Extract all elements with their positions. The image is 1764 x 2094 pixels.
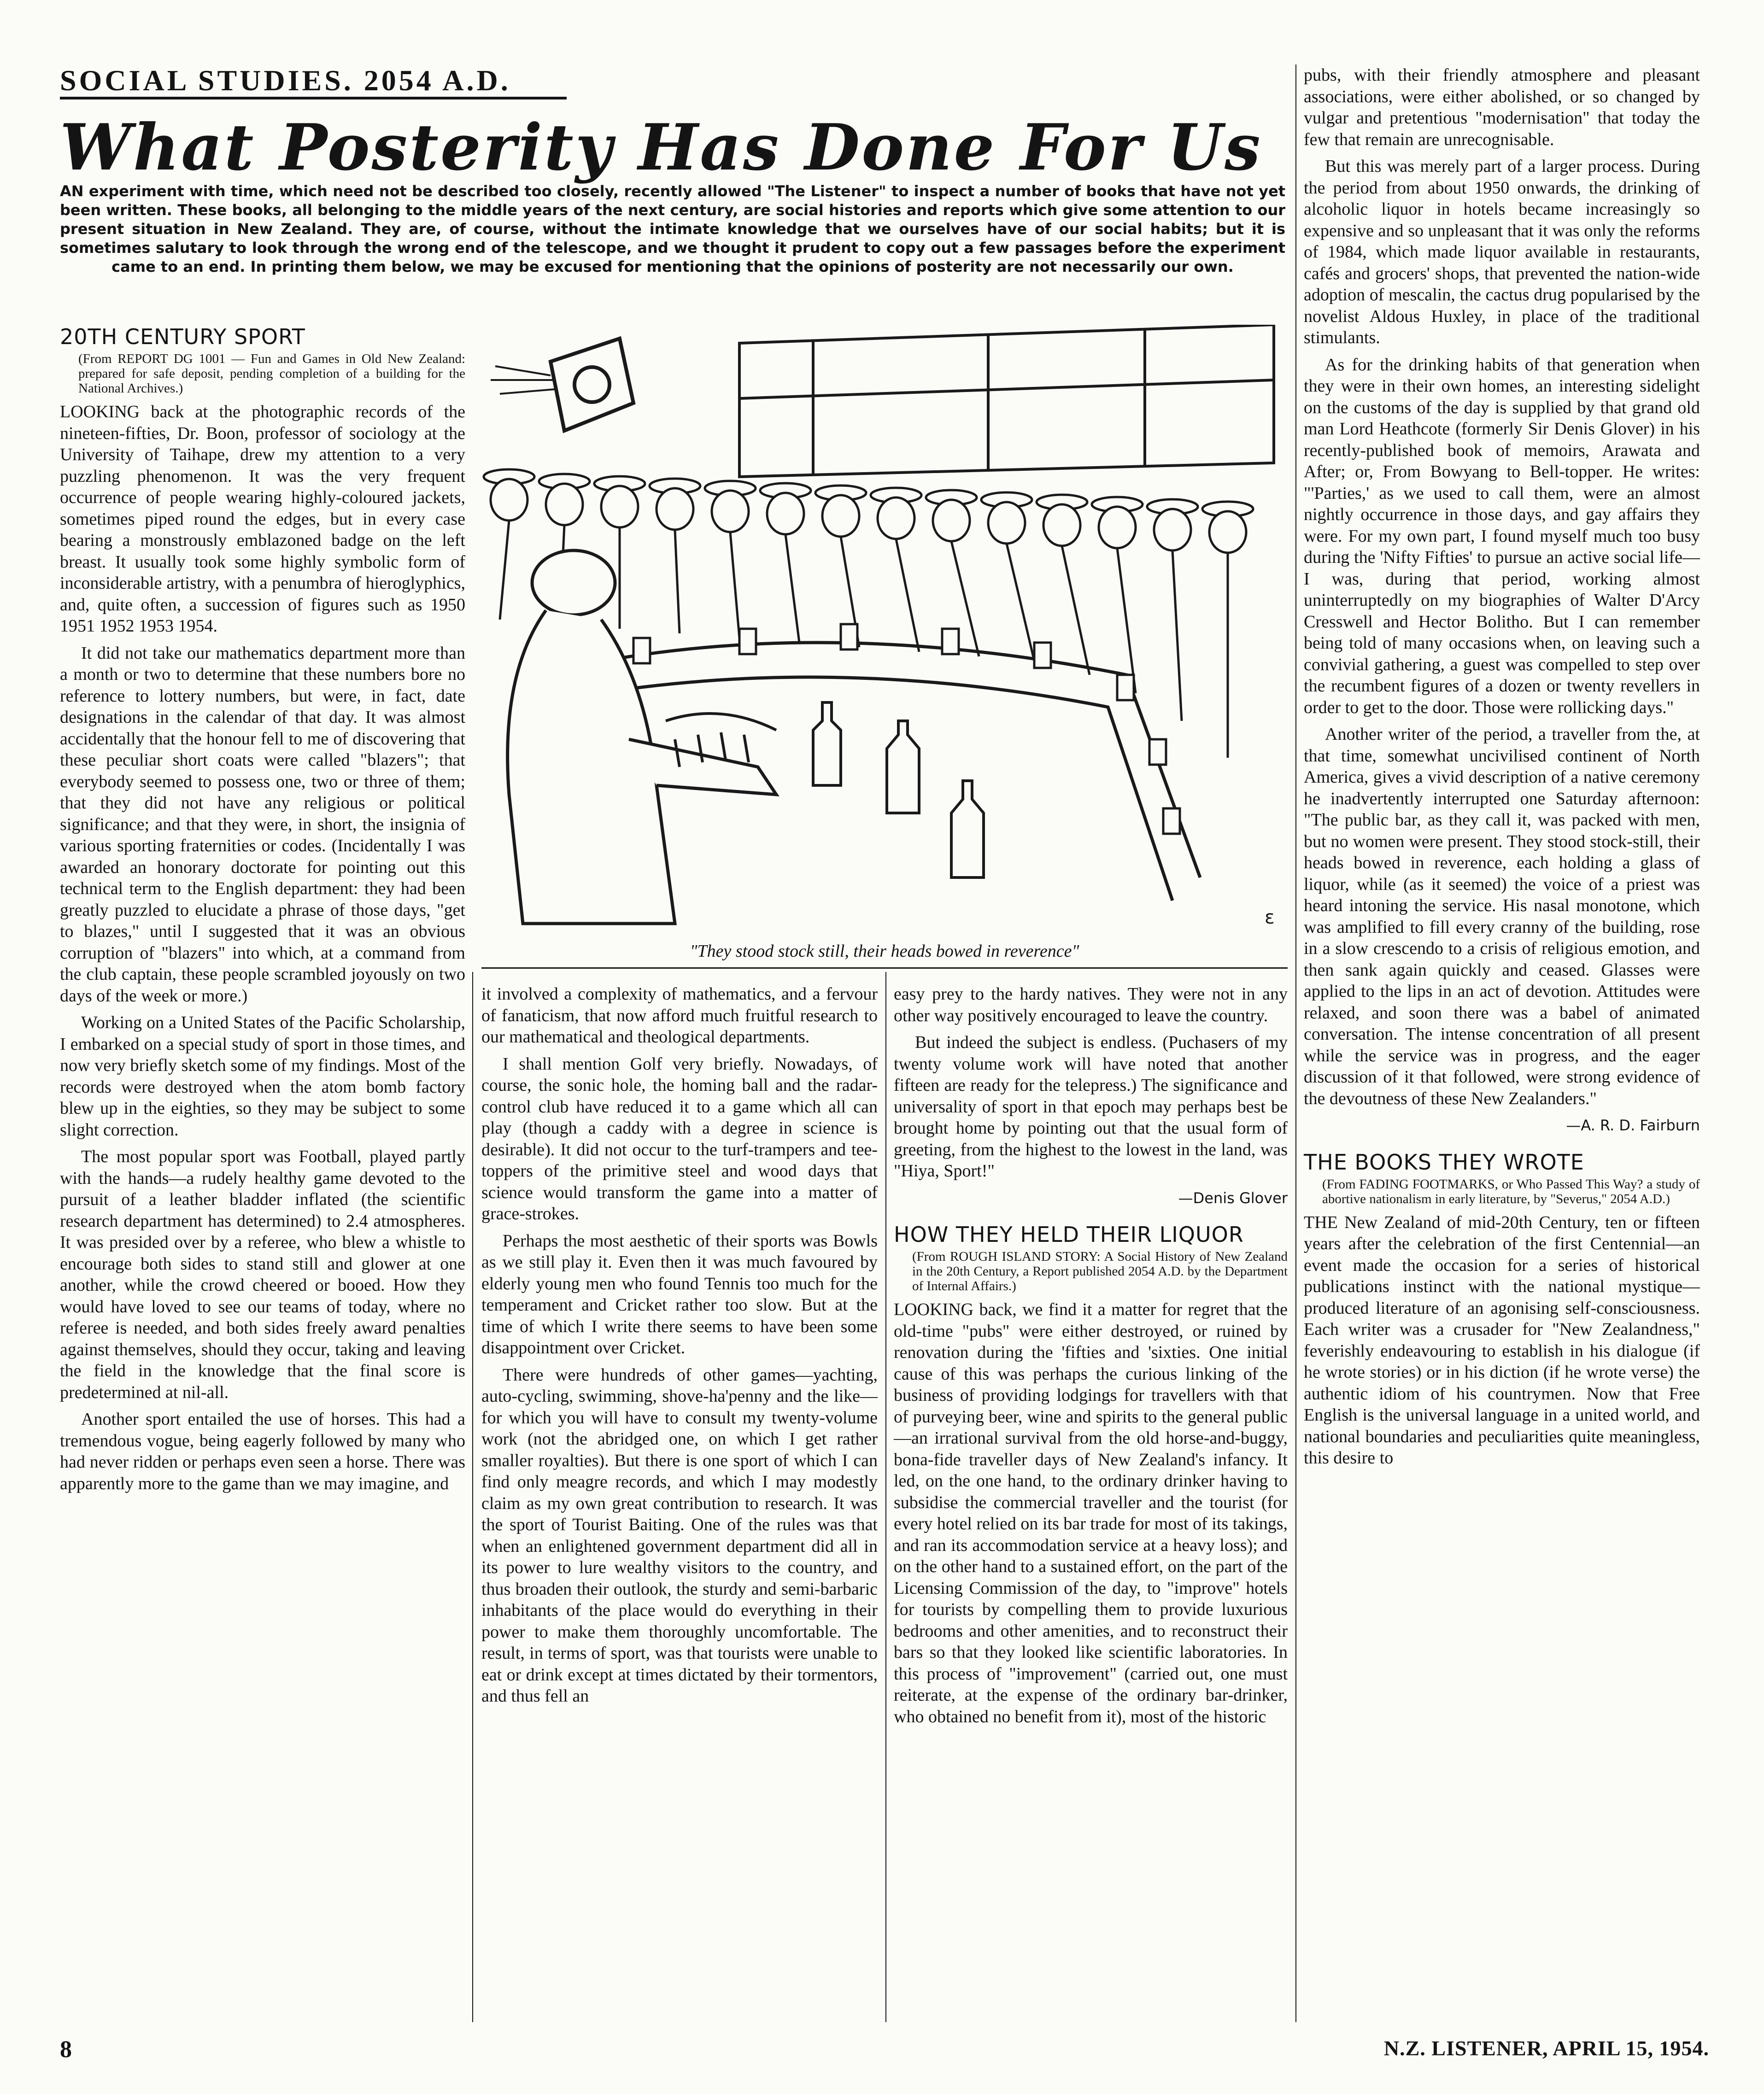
books-para: THE New Zealand of mid-20th Century, ten or fifteen years after the celebration of the first Centennial—an event made the occasion for a series of historical publications instinct with the national mystique—produced literature of an agonising self-consciousness. Each writer was a crusader for "New Zealandness," feverishly endeavouring to establish in his dialogue (if he wrote stories) or in his diction (if he wrote verse) the authentic idiom of his countrymen. Now that Free English is the universal language in a united world, and national boundaries and peculiarities quite meaningless, this desire to (1304, 1212, 1700, 1468)
publication-footer: N.Z. LISTENER, APRIL 15, 1954. (1383, 2036, 1709, 2060)
section-kicker: SOCIAL STUDIES. 2054 A.D. (60, 64, 567, 99)
page-headline: What Posterity Has Done For Us (60, 110, 1262, 185)
column-divider (885, 972, 886, 2022)
column-1 (60, 325, 465, 2020)
bar-illustration (481, 325, 1288, 937)
sport-para: Another sport entailed the use of horses. This had a tremendous vogue, being eagerly followed by many who had never ridden or perhaps even seen a horse. There was apparently more to the game than we may imagine, and (60, 1410, 465, 1493)
sport-signature: —Denis Glover (1178, 1189, 1288, 1207)
sport-para: LOOKING back at the photographic records of the nineteen-fifties, Dr. Boon, professor of sociology at the University of Taihape, drew my attention to a very puzzling phenomenon. It was the very frequent occurrence of people wearing highly-coloured jackets, sometimes piped round the edges, but in every case bearing a monstrously emblazoned badge on the left breast. It usually took some highly symbolic form of inconsiderable artistry, with a penumbra of hieroglyphics, and, quite often, a succession of figures such as 1950 1951 1952 1953 1954. (60, 402, 465, 636)
intro-paragraph: AN experiment with time, which need not be described too closely, recently allowed "The Listener" to inspect a number of books that have not yet been written. These books, all belonging to the middle years of the next century, are social histories and reports which give some attention to our present situation in New Zealand. They are, of course, without the intimate knowledge that we ourselves have of our social habits; but it is sometimes salutary to look through the wrong end of the telescope, and we thought it prudent to copy out a few passages before the experiment came to an end. In printing them below, we may be excused for mentioning that the opinions of posterity are not necessarily our own. (60, 182, 1285, 275)
page-number: 8 (60, 2036, 72, 2063)
books-heading: THE BOOKS THEY WROTE (1304, 1149, 1584, 1175)
liquor-heading: HOW THEY HELD THEIR LIQUOR (894, 1222, 1244, 1247)
svg-text:ε: ε (1265, 907, 1275, 928)
sport-para: It did not take our mathematics department more than a month or two to determine that these numbers bore no reference to lottery numbers, but were, in fact, date designations in the calendar of that day. It was almost accidentally that the honour fell to me of discovering that these peculiar short coats were called "blazers"; that everybody seemed to possess one, two or three of them; that they did not have any religious or political significance; and that they were, in short, the insignia of various sporting fraternities or codes. (Incidentally I was awarded an honorary doctorate for pointing out this technical term to the English department: they had been greatly puzzled to elucidate a phrase of those days, "get to blazes," until I suggested that it was an obvious corruption of "blazers" into which, at a command from the club captain, these people scrambled joyously on two days of the week or more.) (60, 643, 465, 1006)
sport-para: Working on a United States of the Pacific Scholarship, I embarked on a special study of sport in those times, and now very briefly sketch some of my findings. Most of the records were destroyed when the atom bomb factory blew up in the eighties, so they may be subject to some slight correction. (60, 1013, 465, 1140)
sport-para: it involved a complexity of mathematics, and a fervour of fanaticism, that now afford much fruitful research to our mathematical and theological departments. (481, 984, 878, 1047)
sport-heading: 20TH CENTURY SPORT (60, 324, 305, 349)
sport-para: There were hundreds of other games—yachting, auto-cycling, swimming, shove-ha'penny and the like—for which you will have to consult my twenty-volume work (not the abridged one, on which I get rather smaller royalties). But there is one sport of which I can find only meagre records, and which I may modestly claim as my own great contribution to research. It was the sport of Tourist Baiting. One of the rules was that when an enlightened government department did all in its power to lure wealthy visitors to the country, and thus broaden their outlook, the sturdy and semi-barbaric inhabitants of the place would do everything in their power to make them thoroughly uncomfortable. The result, in terms of sport, was that tourists were unable to eat or drink except at times dictated by their tormentors, and thus fell an (481, 1365, 878, 1706)
column-4 (1304, 64, 1700, 2020)
sport-para: The most popular sport was Football, played partly with the hands—a rudely healthy game devoted to the pursuit of a leather bladder inflated (the scientific research department has determined) to 2.4 atmospheres. It was presided over by a referee, who blew a whistle to encourage both sides to stand still and glower at one another, while the crowd cheered or booed. How they would have loved to see our teams of today, where no referee is needed, and both sides freely award penalties against themselves, should they occur, taking and leaving the field in the knowledge that the final score is predetermined at nil-all. (60, 1147, 465, 1402)
column-divider (1295, 64, 1296, 2022)
column-2 (481, 983, 878, 2020)
sport-para: easy prey to the hardy natives. They were not in any other way positively encouraged to leave the country. (894, 984, 1288, 1025)
books-source: (From FADING FOOTMARKS, or Who Passed This Way? a study of abortive nationalism in early literature, by "Severus," 2054 A.D.) (1322, 1176, 1700, 1206)
liquor-para: But this was merely part of a larger process. During the period from about 1950 onwards, the drinking of alcoholic liquor in hotels became increasingly so expensive and so unpleasant that it was only the reforms of 1984, which made liquor available in restaurants, cafés and grocers' shops, that prevented the nation-wide adoption of mescalin, the cactus drug popularised by the novelist Aldous Huxley, in place of the traditional stimulants. (1304, 157, 1700, 347)
liquor-signature: —A. R. D. Fairburn (1566, 1117, 1700, 1134)
sport-para: Perhaps the most aesthetic of their sports was Bowls as we still play it. Even then it was much favoured by elderly young men who found Tennis too much for the temperament and Cricket rather too slow. But at the time of which I write there seems to have been some disappointment over Cricket. (481, 1231, 878, 1357)
sport-para: I shall mention Golf very briefly. Nowadays, of course, the sonic hole, the homing ball and the radar-control club have reduced it to a game which all can play (though a caddy with a degree in science is desirable). It did not occur to the turf-trampers and tee-toppers of the primitive steel and wood days that science would transform the game into a matter of grace-strokes. (481, 1054, 878, 1223)
liquor-source: (From ROUGH ISLAND STORY: A Social History of New Zealand in the 20th Century, a Report published 2054 A.D. by the Department of Internal Affairs.) (912, 1249, 1288, 1293)
sport-para: But indeed the subject is endless. (Puchasers of my twenty volume work will have noted that another fifteen are ready for the telepress.) The significance and universality of sport in that epoch may perhaps best be brought home by pointing out that the usual form of greeting, from the highest to the lowest in the land, was "Hiya, Sport!" (894, 1033, 1288, 1181)
column-3 (894, 983, 1288, 2020)
liquor-para: LOOKING back, we find it a matter for regret that the old-time "pubs" were either destroyed, or ruined by renovation during the 'fifties and 'sixties. One initial cause of this was perhaps the curious linking of the business of providing lodgings for travellers with that of purveying beer, wine and spirits to the general public—an irrational survival from the old horse-and-buggy, bona-fide traveller days of New Zealand's infancy. It led, on the one hand, to the ordinary drinker having to subsidise the commercial traveller and the tourist (for every hotel relied on its bar trade for most of its takings, and ran its accommodation service at a heavy loss); and on the other hand to a sustained effort, on the part of the Licensing Commission of the day, to "improve" hotels for tourists by compelling them to provide luxurious bedrooms and other amenities, and to reconstruct their bars so that they looked like scientific laboratories. In this process of "improvement" (carried out, one must reiterate, at the expense of the ordinary bar-drinker, who obtained no benefit from it), most of the historic (894, 1300, 1288, 1726)
column-divider (472, 972, 473, 2022)
liquor-para: Another writer of the period, a traveller from the, at that time, somewhat uncivilised continent of North America, gives a vivid description of a native ceremony he inadvertently interrupted one Saturday afternoon: "The public bar, as they call it, was packed with men, but no women were present. They stood stock-still, their heads bowed in reverence, each holding a glass of liquor, while (as it seemed) the voice of a priest was heard intoning the service. His nasal monotone, which was amplified to fill every cranny of the building, rose in a slow crescendo to a crisis of religious emotion, and then sank again quickly and ceased. Glasses were applied to the lips in an act of devotion. Attitudes were relaxed, and soon there was a babel of animated conversation. The intense concentration of all present while the service was in progress, and the eager discussion of it that followed, were strong evidence of the devoutness of these New Zealanders." (1304, 725, 1700, 1108)
liquor-para: As for the drinking habits of that generation when they were in their own homes, an interesting sidelight on the customs of the day is supplied by that grand old man Lord Heathcote (formerly Sir Denis Glover) in his recently-published book of memoirs, Arawata and After; or, From Bowyang to Bell-topper. He writes: "'Parties,' as we used to call them, were an almost nightly occurrence in those days, and gay affairs they were. For my own part, I found myself much too busy during the 'Nifty Fifties' to pursue an active social life—I was, during that period, working almost uninterruptedly on my biographies of Walter D'Arcy Cresswell and Hector Bolitho. But I can remember being told of many occasions when, on leaving such a convivial gathering, a guest was compelled to step over the recumbent figures of a dozen or twenty revellers in order to get to the door. Those were rollicking days." (1304, 355, 1700, 717)
liquor-para: pubs, with their friendly atmosphere and pleasant associations, were either abolished, or so changed by vulgar and pretentious "modernisation" that today the few that remain are unrecognisable. (1304, 65, 1700, 149)
illustration-caption: "They stood stock still, their heads bowed in reverence" (481, 940, 1288, 969)
sport-source: (From REPORT DG 1001 — Fun and Games in Old New Zealand: prepared for safe deposit, pending completion of a building for the National Archives.) (78, 351, 465, 396)
